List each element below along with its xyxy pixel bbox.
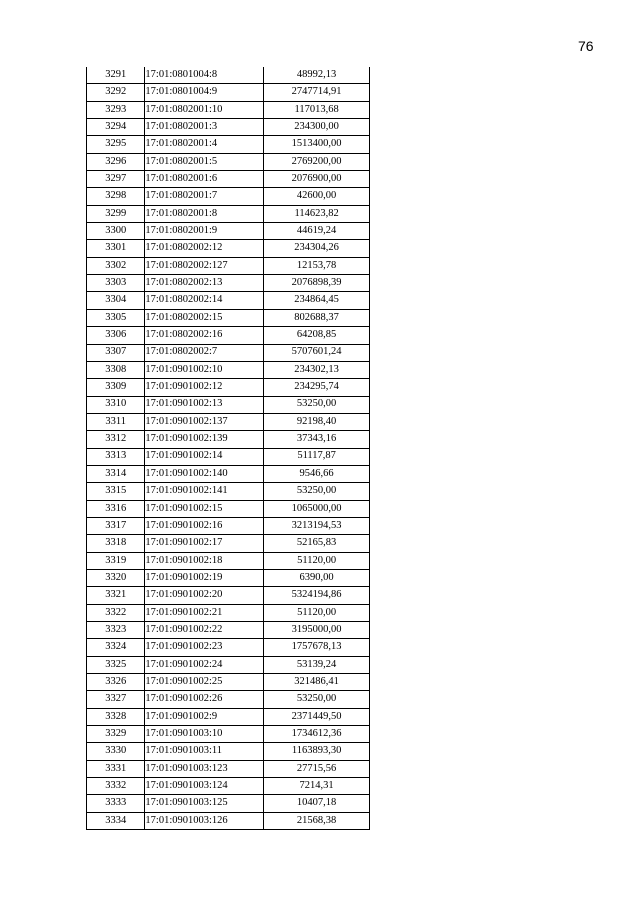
row-number-cell: 3318 [87,535,145,552]
row-number-cell: 3307 [87,344,145,361]
row-number-cell: 3295 [87,136,145,153]
row-number-cell: 3300 [87,223,145,240]
cadastral-number-cell: 17:01:0802001:4 [145,136,264,153]
row-number-cell: 3321 [87,587,145,604]
row-number-cell: 3303 [87,275,145,292]
cadastral-number-cell: 17:01:0802002:14 [145,292,264,309]
row-number-cell: 3310 [87,396,145,413]
table-row [87,431,370,448]
cadastral-number-cell: 17:01:0802002:13 [145,275,264,292]
table-row [87,465,370,482]
row-number-cell: 3306 [87,327,145,344]
value-cell: 52165,83 [264,535,370,552]
table-row [87,639,370,656]
cadastral-number-cell: 17:01:0901002:141 [145,483,264,500]
cadastral-number-cell: 17:01:0901002:23 [145,639,264,656]
table-row [87,188,370,205]
table-row [87,136,370,153]
cadastral-number-cell: 17:01:0901003:124 [145,778,264,795]
value-cell: 10407,18 [264,795,370,812]
cadastral-number-cell: 17:01:0901002:16 [145,517,264,534]
value-cell: 2747714,91 [264,84,370,101]
table-row [87,691,370,708]
value-cell: 234304,26 [264,240,370,257]
cadastral-number-cell: 17:01:0802001:6 [145,171,264,188]
table-row [87,604,370,621]
value-cell: 234864,45 [264,292,370,309]
value-cell: 5324194,86 [264,587,370,604]
table-row [87,760,370,777]
row-number-cell: 3308 [87,361,145,378]
row-number-cell: 3294 [87,119,145,136]
table-row [87,535,370,552]
cadastral-number-cell: 17:01:0901002:20 [145,587,264,604]
cadastral-number-cell: 17:01:0901002:25 [145,674,264,691]
table-row [87,84,370,101]
row-number-cell: 3297 [87,171,145,188]
value-cell: 92198,40 [264,413,370,430]
value-cell: 53250,00 [264,483,370,500]
value-cell: 51117,87 [264,448,370,465]
table-row [87,552,370,569]
value-cell: 2076900,00 [264,171,370,188]
value-cell: 3195000,00 [264,622,370,639]
row-number-cell: 3332 [87,778,145,795]
value-cell: 9546,66 [264,465,370,482]
cadastral-number-cell: 17:01:0801004:8 [145,67,264,84]
cadastral-number-cell: 17:01:0901002:14 [145,448,264,465]
row-number-cell: 3302 [87,257,145,274]
table-row [87,361,370,378]
row-number-cell: 3326 [87,674,145,691]
value-cell: 5707601,24 [264,344,370,361]
cadastral-number-cell: 17:01:0802001:3 [145,119,264,136]
table-row [87,101,370,118]
value-cell: 48992,13 [264,67,370,84]
row-number-cell: 3330 [87,743,145,760]
row-number-cell: 3311 [87,413,145,430]
row-number-cell: 3328 [87,708,145,725]
value-cell: 12153,78 [264,257,370,274]
table-row [87,240,370,257]
row-number-cell: 3312 [87,431,145,448]
cadastral-number-cell: 17:01:0901002:137 [145,413,264,430]
table-row [87,67,370,84]
value-cell: 6390,00 [264,569,370,586]
value-cell: 117013,68 [264,101,370,118]
row-number-cell: 3329 [87,726,145,743]
table-row [87,795,370,812]
value-cell: 64208,85 [264,327,370,344]
row-number-cell: 3304 [87,292,145,309]
value-cell: 44619,24 [264,223,370,240]
cadastral-number-cell: 17:01:0802001:9 [145,223,264,240]
row-number-cell: 3291 [87,67,145,84]
row-number-cell: 3319 [87,552,145,569]
cadastral-number-cell: 17:01:0901003:126 [145,812,264,829]
cadastral-number-cell: 17:01:0802002:127 [145,257,264,274]
cadastral-number-cell: 17:01:0901002:139 [145,431,264,448]
table-row [87,726,370,743]
value-cell: 234295,74 [264,379,370,396]
value-cell: 1163893,30 [264,743,370,760]
table-row [87,587,370,604]
cadastral-number-cell: 17:01:0901003:123 [145,760,264,777]
row-number-cell: 3320 [87,569,145,586]
cadastral-number-cell: 17:01:0802002:16 [145,327,264,344]
row-number-cell: 3334 [87,812,145,829]
value-cell: 7214,31 [264,778,370,795]
cadastral-number-cell: 17:01:0901002:22 [145,622,264,639]
value-cell: 1513400,00 [264,136,370,153]
table-row [87,778,370,795]
row-number-cell: 3325 [87,656,145,673]
table-row [87,622,370,639]
value-cell: 2769200,00 [264,153,370,170]
cadastral-number-cell: 17:01:0901003:11 [145,743,264,760]
table-row [87,205,370,222]
cadastral-number-cell: 17:01:0802002:15 [145,309,264,326]
value-cell: 51120,00 [264,552,370,569]
table-row [87,327,370,344]
table-row [87,656,370,673]
row-number-cell: 3333 [87,795,145,812]
row-number-cell: 3298 [87,188,145,205]
value-cell: 114623,82 [264,205,370,222]
row-number-cell: 3315 [87,483,145,500]
table-row [87,708,370,725]
row-number-cell: 3324 [87,639,145,656]
value-cell: 1757678,13 [264,639,370,656]
table-row [87,483,370,500]
cadastral-number-cell: 17:01:0802001:5 [145,153,264,170]
value-cell: 21568,38 [264,812,370,829]
table-row [87,275,370,292]
table-row [87,396,370,413]
cadastral-number-cell: 17:01:0901002:9 [145,708,264,725]
value-cell: 802688,37 [264,309,370,326]
cadastral-number-cell: 17:01:0901002:13 [145,396,264,413]
cadastral-number-cell: 17:01:0901002:24 [145,656,264,673]
table-row [87,292,370,309]
cadastral-number-cell: 17:01:0901002:15 [145,500,264,517]
page-number: 76 [578,38,594,54]
table-row [87,344,370,361]
cadastral-number-cell: 17:01:0901003:10 [145,726,264,743]
row-number-cell: 3293 [87,101,145,118]
value-cell: 2076898,39 [264,275,370,292]
value-cell: 1734612,36 [264,726,370,743]
table-row [87,448,370,465]
value-cell: 53250,00 [264,396,370,413]
value-cell: 234302,13 [264,361,370,378]
table-row [87,517,370,534]
cadastral-number-cell: 17:01:0801004:9 [145,84,264,101]
row-number-cell: 3313 [87,448,145,465]
value-cell: 3213194,53 [264,517,370,534]
table-row [87,309,370,326]
table-row [87,812,370,829]
row-number-cell: 3322 [87,604,145,621]
cadastral-number-cell: 17:01:0901002:10 [145,361,264,378]
table-row [87,674,370,691]
cadastral-number-cell: 17:01:0802001:7 [145,188,264,205]
value-cell: 53139,24 [264,656,370,673]
value-cell: 1065000,00 [264,500,370,517]
table-row [87,500,370,517]
value-cell: 42600,00 [264,188,370,205]
registry-table [86,67,370,830]
row-number-cell: 3316 [87,500,145,517]
table-row [87,379,370,396]
cadastral-number-cell: 17:01:0901002:18 [145,552,264,569]
value-cell: 321486,41 [264,674,370,691]
cadastral-number-cell: 17:01:0901002:26 [145,691,264,708]
row-number-cell: 3331 [87,760,145,777]
row-number-cell: 3314 [87,465,145,482]
cadastral-number-cell: 17:01:0901002:21 [145,604,264,621]
row-number-cell: 3323 [87,622,145,639]
cadastral-number-cell: 17:01:0802001:8 [145,205,264,222]
value-cell: 234300,00 [264,119,370,136]
table-row [87,413,370,430]
row-number-cell: 3309 [87,379,145,396]
row-number-cell: 3299 [87,205,145,222]
registry-table-body [87,67,370,830]
table-row [87,743,370,760]
cadastral-number-cell: 17:01:0901002:19 [145,569,264,586]
row-number-cell: 3301 [87,240,145,257]
row-number-cell: 3327 [87,691,145,708]
table-row [87,153,370,170]
cadastral-number-cell: 17:01:0901003:125 [145,795,264,812]
value-cell: 37343,16 [264,431,370,448]
row-number-cell: 3292 [87,84,145,101]
cadastral-number-cell: 17:01:0802002:12 [145,240,264,257]
row-number-cell: 3305 [87,309,145,326]
cadastral-number-cell: 17:01:0901002:12 [145,379,264,396]
table-row [87,223,370,240]
table-row [87,171,370,188]
value-cell: 51120,00 [264,604,370,621]
row-number-cell: 3317 [87,517,145,534]
table-row [87,257,370,274]
cadastral-number-cell: 17:01:0802001:10 [145,101,264,118]
value-cell: 2371449,50 [264,708,370,725]
cadastral-number-cell: 17:01:0901002:17 [145,535,264,552]
value-cell: 27715,56 [264,760,370,777]
row-number-cell: 3296 [87,153,145,170]
cadastral-number-cell: 17:01:0802002:7 [145,344,264,361]
table-row [87,569,370,586]
cadastral-number-cell: 17:01:0901002:140 [145,465,264,482]
value-cell: 53250,00 [264,691,370,708]
table-row [87,119,370,136]
